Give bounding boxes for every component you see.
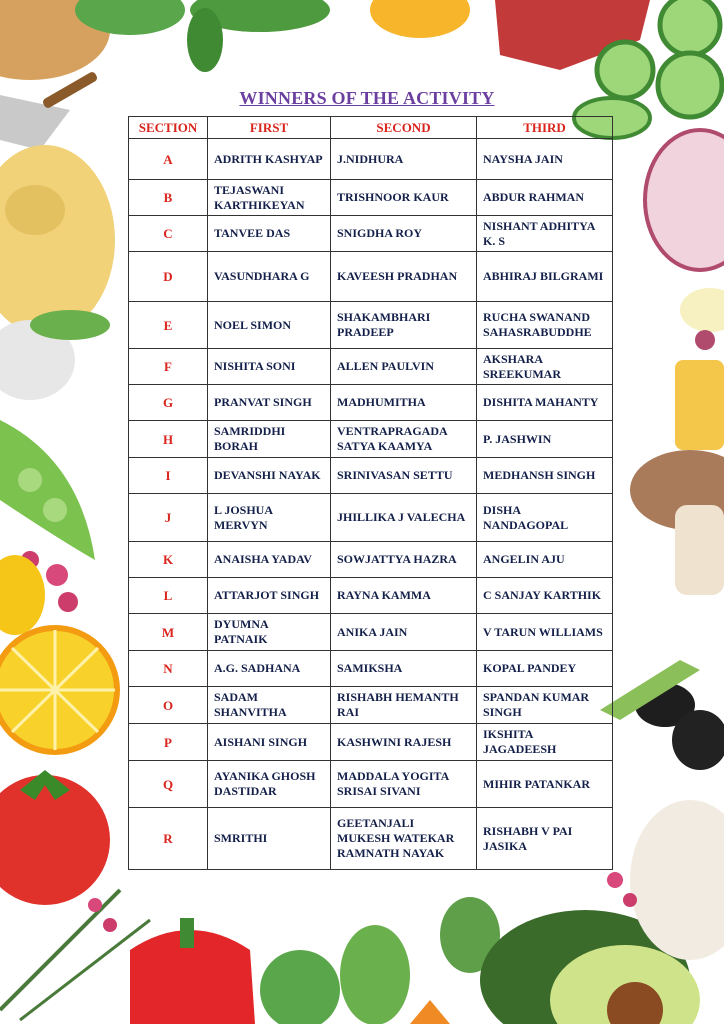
potato-icon <box>0 0 110 80</box>
cell-third: RISHABH V PAI JASIKA <box>477 808 613 870</box>
table-row <box>129 385 613 421</box>
cell-third: IKSHITA JAGADEESH <box>477 724 613 761</box>
cell-first: L JOSHUA MERVYN <box>208 494 331 542</box>
cell-first: ATTARJOT SINGH <box>208 578 331 614</box>
cell-third: RUCHA SWANAND SAHASRABUDDHE <box>477 302 613 349</box>
tomato-icon <box>0 775 110 905</box>
dill-icon <box>440 897 500 973</box>
cell-third: NAYSHA JAIN <box>477 139 613 180</box>
cell-third: KOPAL PANDEY <box>477 651 613 687</box>
cell-section: M <box>129 614 208 651</box>
table-row <box>129 216 613 252</box>
cell-second: SHAKAMBHARI PRADEEP <box>331 302 477 349</box>
radish-icon <box>0 320 75 400</box>
cell-second: MADHUMITHA <box>331 385 477 421</box>
table-row <box>129 494 613 542</box>
red-pepper-icon <box>130 930 255 1024</box>
onion-icon <box>645 130 724 270</box>
egg-yolk-icon <box>370 0 470 38</box>
lettuce-leaf-icon <box>340 925 410 1024</box>
cell-third: DISHITA MAHANTY <box>477 385 613 421</box>
cell-section: A <box>129 139 208 180</box>
cell-second: RAYNA KAMMA <box>331 578 477 614</box>
cell-section: H <box>129 421 208 458</box>
cell-first: VASUNDHARA G <box>208 252 331 302</box>
cell-section: P <box>129 724 208 761</box>
cell-first: SAMRIDDHI BORAH <box>208 421 331 458</box>
lemon-slice-icon <box>0 628 117 752</box>
cell-second: RISHABH HEMANTH RAI <box>331 687 477 724</box>
cell-section: L <box>129 578 208 614</box>
cell-third: ABDUR RAHMAN <box>477 180 613 216</box>
cell-first: ANAISHA YADAV <box>208 542 331 578</box>
honey-jar-icon <box>675 360 724 450</box>
cell-second: GEETANJALI MUKESH WATEKAR RAMNATH NAYAK <box>331 808 477 870</box>
cell-second: KASHWINI RAJESH <box>331 724 477 761</box>
cell-first: TANVEE DAS <box>208 216 331 252</box>
table-row <box>129 139 613 180</box>
table-row <box>129 761 613 808</box>
cell-first: PRANVAT SINGH <box>208 385 331 421</box>
cell-first: DEVANSHI NAYAK <box>208 458 331 494</box>
cell-section: J <box>129 494 208 542</box>
cell-first: NOEL SIMON <box>208 302 331 349</box>
cell-first: A.G. SADHANA <box>208 651 331 687</box>
cell-section: F <box>129 349 208 385</box>
table-body <box>129 139 613 870</box>
cell-section: E <box>129 302 208 349</box>
table-row <box>129 687 613 724</box>
table-row <box>129 724 613 761</box>
cell-second: J.NIDHURA <box>331 139 477 180</box>
basil-leaf-icon <box>75 0 185 35</box>
table-row <box>129 458 613 494</box>
cell-third: MIHIR PATANKAR <box>477 761 613 808</box>
header-first: FIRST <box>208 117 331 139</box>
table-row <box>129 252 613 302</box>
header-second: SECOND <box>331 117 477 139</box>
cell-first: AYANIKA GHOSH DASTIDAR <box>208 761 331 808</box>
cell-section: B <box>129 180 208 216</box>
table-row <box>129 302 613 349</box>
cell-third: NISHANT ADHITYA K. S <box>477 216 613 252</box>
cucumber-slice-icon <box>660 0 720 55</box>
table-header-row <box>129 117 613 139</box>
cell-second: ANIKA JAIN <box>331 614 477 651</box>
cell-third: AKSHARA SREEKUMAR <box>477 349 613 385</box>
rosemary-icon <box>0 890 120 1010</box>
cell-section: D <box>129 252 208 302</box>
header-third: THIRD <box>477 117 613 139</box>
cell-first: AISHANI SINGH <box>208 724 331 761</box>
mushroom-icon <box>630 450 724 530</box>
carrot-icon <box>410 1000 450 1024</box>
table-row <box>129 614 613 651</box>
cell-section: R <box>129 808 208 870</box>
table-row <box>129 349 613 385</box>
yellow-pepper-icon <box>0 555 45 635</box>
cell-section: I <box>129 458 208 494</box>
avocado-icon <box>480 910 690 1024</box>
cell-section: G <box>129 385 208 421</box>
cell-second: SNIGDHA ROY <box>331 216 477 252</box>
cell-second: MADDALA YOGITA SRISAI SIVANI <box>331 761 477 808</box>
cell-first: TEJASWANI KARTHIKEYAN <box>208 180 331 216</box>
table-row <box>129 651 613 687</box>
cell-section: O <box>129 687 208 724</box>
cell-third: C SANJAY KARTHIK <box>477 578 613 614</box>
cell-second: TRISHNOOR KAUR <box>331 180 477 216</box>
cell-third: V TARUN WILLIAMS <box>477 614 613 651</box>
pea-pod-icon <box>0 420 95 560</box>
header-section: SECTION <box>129 117 208 139</box>
page-title: WINNERS OF THE ACTIVITY <box>239 88 495 108</box>
cell-first: NISHITA SONI <box>208 349 331 385</box>
cell-second: SRINIVASAN SETTU <box>331 458 477 494</box>
cell-second: VENTRAPRAGADA SATYA KAAMYA <box>331 421 477 458</box>
cell-third: MEDHANSH SINGH <box>477 458 613 494</box>
cell-third: DISHA NANDAGOPAL <box>477 494 613 542</box>
cell-section: N <box>129 651 208 687</box>
meat-icon <box>495 0 650 70</box>
cell-first: SMRITHI <box>208 808 331 870</box>
table-row <box>129 808 613 870</box>
cell-second: ALLEN PAULVIN <box>331 349 477 385</box>
cell-second: JHILLIKA J VALECHA <box>331 494 477 542</box>
pasta-icon <box>0 145 115 335</box>
cell-section: C <box>129 216 208 252</box>
cell-third: ANGELIN AJU <box>477 542 613 578</box>
table-row <box>129 542 613 578</box>
table-row <box>129 578 613 614</box>
cell-second: SAMIKSHA <box>331 651 477 687</box>
garlic-icon <box>630 800 724 960</box>
cell-third: ABHIRAJ BILGRAMI <box>477 252 613 302</box>
cell-third: P. JASHWIN <box>477 421 613 458</box>
cell-third: SPANDAN KUMAR SINGH <box>477 687 613 724</box>
winners-table <box>128 116 613 870</box>
cell-section: Q <box>129 761 208 808</box>
cell-section: K <box>129 542 208 578</box>
cell-second: KAVEESH PRADHAN <box>331 252 477 302</box>
cell-first: DYUMNA PATNAIK <box>208 614 331 651</box>
brussels-sprout-icon <box>260 950 340 1024</box>
table-row <box>129 421 613 458</box>
cell-first: ADRITH KASHYAP <box>208 139 331 180</box>
table-row <box>129 180 613 216</box>
olive-icon <box>635 683 695 727</box>
cell-first: SADAM SHANVITHA <box>208 687 331 724</box>
cell-second: SOWJATTYA HAZRA <box>331 542 477 578</box>
basil-leaf-icon <box>190 0 330 32</box>
